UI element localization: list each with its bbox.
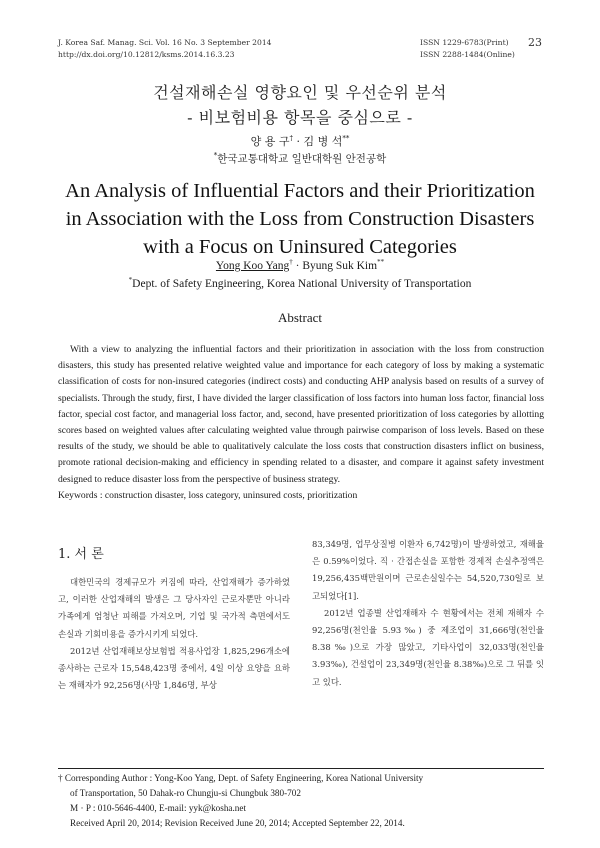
abstract-text: With a view to analyzing the influential factors and their prioritization in association with the loss from construction disasters, this study has presented relative weighted value and importance for each category of loss by making a systematic classification of costs for non-insured categories (indirect costs) and conducting AHP analysis based on results of a survey of specialists. Through the study, first, I have divided the larger classification of loss factors into human loss factor, financial loss factor, special cost factor, and managerial loss factor, and, second, have presented prioritization of loss categories by allotting scores based on weighted values after calculating weighted value through pairwise comparison of loss levels. Based on these results of the study, we should be able to qualitatively calculate the loss costs that construction disasters inflict on business, promote rational decision-making and efficiency in spending related to a disaster, and compare it against safety investment designed to reduce disaster loss from the perspective of business strategy. [58,344,544,485]
korean-author1-mark: † [289,134,293,143]
footnote-line-2 [58,786,544,801]
abstract-heading: Abstract [277,310,323,325]
page-number: 23 [528,36,542,49]
english-author2: Byung Suk Kim [302,259,378,272]
english-affiliation-mark: * [128,276,133,284]
keywords [58,490,544,501]
footnote-line-1 [58,771,544,786]
corresponding-address: of Transportation, 50 Dahak-ro Chungju-si Chungbuk 380-702 [70,788,301,798]
received-dates: Received April 20, 2014; Revision Received June 20, 2014; Accepted September 22, 2014. [70,818,405,828]
corresponding-contact: M · P : 010-5646-4400, E-mail: yyk@kosha.net [70,803,247,813]
abstract-body [58,342,544,488]
right-paragraph-1: 83,349명, 업무상질병 이환자 6,742명)이 발생하였고, 재해율은 0.59%이었다. 직 · 간접손실을 포함한 경제적 손실추정액은 19,256,435백만원이며 근로손실일수는 54,520,730일로 보고되었다[1]. [312,539,544,601]
korean-author-separator: · [293,135,304,148]
korean-author1: 양 용 구 [250,135,290,148]
footnote [58,771,544,831]
right-column [312,536,544,691]
footnote-divider [58,768,544,769]
korean-author2: 김 병 석 [303,135,343,148]
section-heading-introduction: 1. 서 론 [58,547,104,562]
korean-title: 건설재해손실 영향요인 및 우선순위 분석 [153,83,447,102]
english-affiliation [0,276,600,290]
doi-link[interactable]: http://dx.doi.org/10.12812/ksms.2014.16.3.23 [58,50,235,59]
korean-authors [0,133,600,149]
left-column [58,574,290,694]
corresponding-author: Corresponding Author : Yong-Koo Yang, Dept. of Safety Engineering, Korea National University [64,773,424,783]
english-author1: Yong Koo Yang [215,259,290,272]
english-author-separator: · [292,259,303,272]
left-paragraph-1: 대한민국의 경제규모가 커짐에 따라, 산업재해가 증가하였고, 이러한 산업재해의 발생은 그 당사자인 근로자뿐만 아니라 가족에게 엄청난 피해를 가져오며, 기업 및 국가적 측면에서도 손실과 기회비용을 증가시키게 되었다. [58,577,290,639]
korean-affiliation-mark: * [213,151,218,160]
english-author1-mark: † [289,258,293,266]
left-paragraph-2: 2012년 산업재해보상보험법 적용사업장 1,825,296개소에 종사하는 근로자 15,548,423명 중에서, 4일 이상 요양을 요하는 재해자가 92,256명(사망 1,846명, 부상 [58,645,290,691]
right-paragraph-2: 2012년 업종별 산업재해자 수 현황에서는 전체 재해자 수 92,256명(천인율 5.93‰) 중 제조업이 31,666명(천인율 8.38‰)으로 가장 많았고, 기타사업이 32,033명(천인율 3.93‰), 건설업이 23,349명(천인율 8.38‰)으로 그 뒤를 잇고 있다. [312,607,544,687]
footnote-line-3 [58,801,544,816]
english-authors [0,258,600,272]
korean-subtitle: - 비보험비용 항목을 중심으로 - [187,108,413,127]
journal-citation: J. Korea Saf. Manag. Sci. Vol. 16 No. 3 September 2014 [58,38,272,47]
english-title-line1: An Analysis of Influential Factors and their Prioritization [65,180,535,202]
english-title-line3: with a Focus on Uninsured Categories [143,236,457,258]
english-affiliation-text: Dept. of Safety Engineering, Korea National University of Transportation [132,277,472,290]
issn-online: ISSN 2288-1484(Online) [420,50,515,59]
korean-affiliation [0,151,600,166]
issn-print: ISSN 1229-6783(Print) [420,38,509,47]
keywords-list: construction disaster, loss category, uninsured costs, prioritization [104,490,358,501]
english-author2-mark: ** [377,258,385,266]
english-title-line2: in Association with the Loss from Construction Disasters [65,208,535,230]
footnote-line-4 [58,816,544,831]
footnote-mark: † [58,773,63,783]
keywords-label: Keywords : [58,490,105,501]
korean-author2-mark: ** [342,134,350,143]
korean-affiliation-text: 한국교통대학교 일반대학원 안전공학 [217,153,387,165]
